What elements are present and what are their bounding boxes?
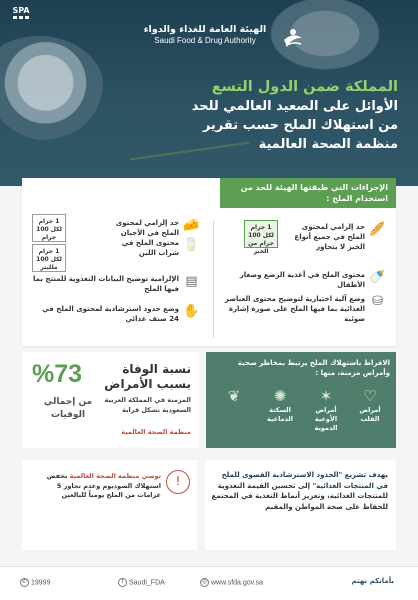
kidney-icon: ❦ [227,387,241,405]
measure-bread [290,222,386,252]
who-text [33,472,161,501]
headline-line-2: الأوائل على الصعيد العالمي للحد [191,99,398,114]
risk-stroke [260,386,300,424]
risk-vessels-label: أمراض الأوعية الدموية [314,406,338,432]
risk-heart [350,386,390,424]
measure-traffic-light [214,294,386,324]
phone-icon: ✆ [21,579,28,585]
footer-website-text: www.sfda.gov.sa [211,579,264,587]
bread-icon: 🥖 [369,222,386,237]
warning-icon: ! [166,470,190,494]
hero-banner [0,0,418,186]
headline [28,78,398,154]
measures-card [22,178,396,346]
death-of-total: من إجمالي الوفيات [43,397,93,420]
measure-nutrition-label-text: الإلزامية توضيح البيانات التغذوية للمنتج بما فيها الملح [33,275,179,293]
footer-twitter-text: Saudi_FDA [129,579,165,587]
gov-logo-text: SPA [12,6,30,15]
sfda-name-en: Saudi Food & Drug Authority [154,36,256,45]
risk-heart-label: أمراض القلب [359,406,381,423]
globe-icon: ◎ [201,579,208,585]
measure-traffic-light-text: وضع آلية اختيارية لتوضيح محتوى العناصر الغذائية بما فيها الملح على صورة إشارة ضوئية [224,295,365,323]
death-percent: %73 [32,360,83,388]
measure-nutrition-label [30,274,200,294]
risk-kidney [214,386,254,406]
who-lead: توصي منظمة الصحة العالمية [69,472,161,480]
measure-bread-text: حد إلزامي لمحتوى الملح في جميع أنواع الخبز لا يتجاوز [294,223,365,251]
measure-guideline [30,304,200,324]
footer-twitter[interactable] [118,578,165,587]
baby-food-icon: 🍼 [369,270,386,285]
measure-baby-food-text: محتوى الملح في أغذية الرضع وصغار الأطفال [239,271,365,289]
vessels-icon: ✶ [319,387,333,405]
heart-icon: ♡ [363,387,377,405]
risks-title: الافراط باستهلاك الملح يرتبط بمخاطر صحية وأمراض مزمنة، منها : [237,359,390,377]
twitter-icon: t [118,578,127,587]
laban-limit-badge: 1 جرام لكل 100 ملليتر [32,244,66,272]
risk-stroke-label: السكتة الدماغية [267,406,293,423]
sfda-logo-icon [281,26,305,50]
measure-cheese-text: حد إلزامي لمحتوى الملح في الأجبان [115,219,179,237]
footer-slogan: بأمانكم نهتم [351,577,394,585]
sfda-name-ar: الهيئة العامة للغذاء والدواء [143,24,267,35]
who-card [22,460,197,550]
bread-limit-badge: 1 جرام لكل 100 جرام من الخبز [244,220,278,248]
measure-laban [108,238,200,258]
top-bar [0,0,418,56]
hand-icon: ✋ [183,304,200,319]
footer [0,566,418,600]
footer-phone[interactable] [20,578,50,587]
headline-line-3: من استهلاك الملح حسب تقرير [202,118,398,133]
death-source: منظمة الصحة العالمية [121,428,191,436]
measure-guideline-text: وضع حدود استرشادية لمحتوى الملح في 24 صنف غذائي [42,305,179,323]
goal-card [205,460,396,550]
goal-body: إلى تحسين القيمة التغذوية للمنتجات الغذائية، وتعزيز أنماط التغذية في المجتمع للحفاظ على صحة المواطن والمقيم [211,481,388,511]
sfda-name [130,24,280,45]
death-detail: المزمنة في المملكة العربية السعودية تشكل قرابة [104,396,191,414]
who-body: بخفض استهلاك الصوديوم وعدم تجاوز 5 غرامات من الملح يومياً للبالغين [46,472,161,499]
risk-vessels [306,386,346,433]
headline-line-4: منظمة الصحة العالمية [258,137,398,152]
nutrition-label-icon: ▤ [185,274,198,289]
brain-icon: ✺ [273,387,287,405]
gov-logo [8,6,34,28]
goal-lead: يهدف تشريع "الحدود الاسترشادية القصوى للملح في المنتجات الغذائية" [221,471,388,490]
deaths-card [22,352,199,448]
cheese-limit-badge: 1 جرام لكل 100 جرام [32,214,66,242]
goal-text [210,470,388,512]
label-icon: ⛁ [372,294,383,309]
measure-laban-text: محتوى الملح في شراب اللبن [121,239,179,257]
measure-baby-food [214,270,386,290]
cheese-icon: 🧀 [183,218,200,233]
risks-card [206,352,396,448]
measure-cheese [108,218,200,238]
footer-phone-text: 19999 [31,579,51,587]
headline-line-1: المملكة ضمن الدول التسع [211,79,398,95]
milk-icon: 🥛 [183,238,200,253]
footer-website[interactable] [200,578,263,587]
death-title: نسبة الوفاة بسبب الأمراض [104,362,191,391]
measures-title: الإجراءات التي طبقتها الهيئة للحد من استخدام الملح : [220,178,396,208]
